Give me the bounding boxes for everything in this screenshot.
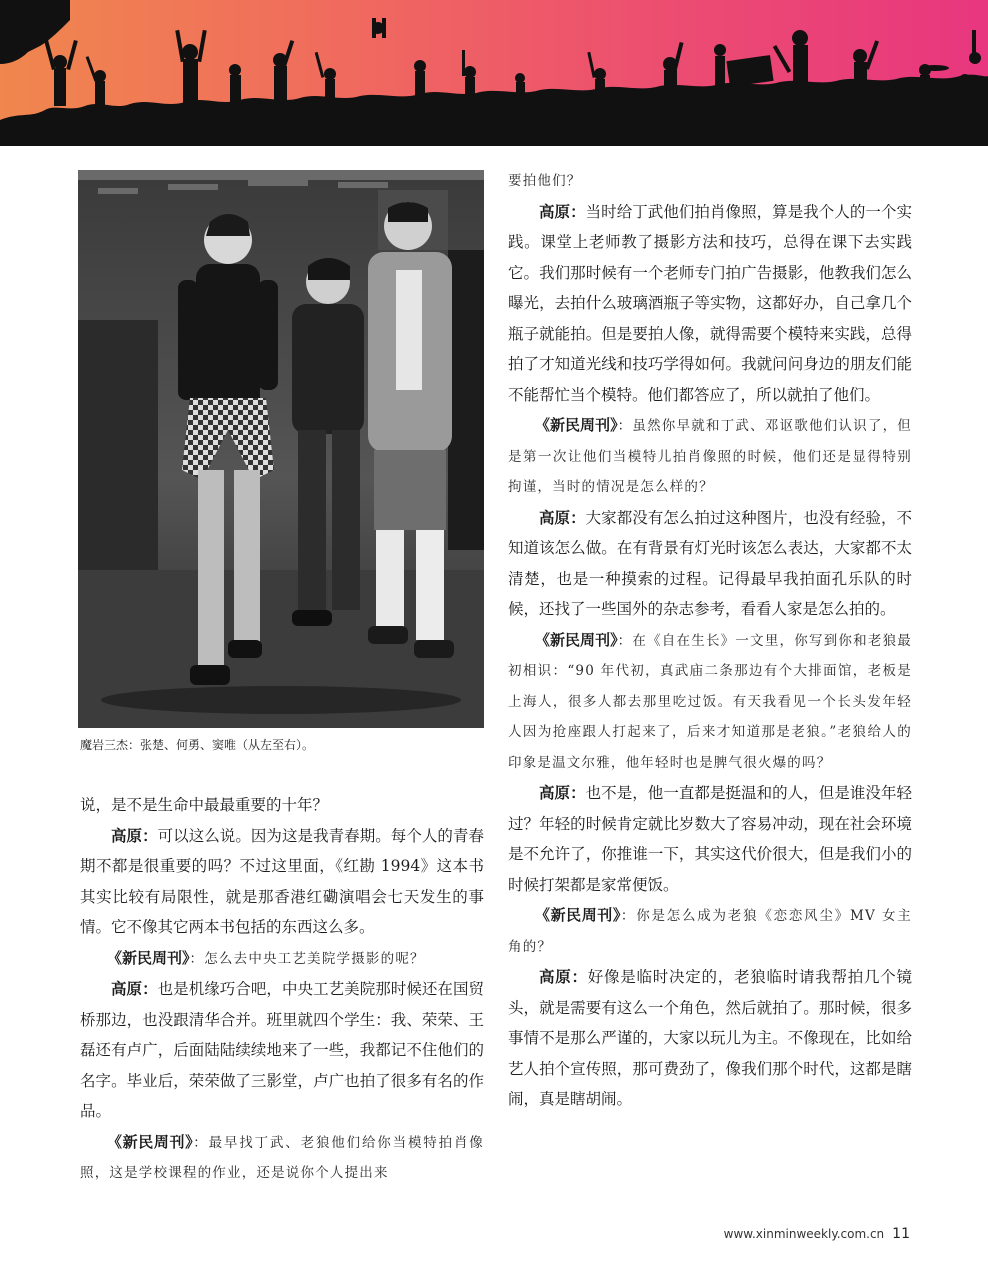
answer-paragraph bbox=[508, 778, 912, 900]
page-footer bbox=[724, 1226, 910, 1242]
left-column bbox=[80, 790, 484, 1189]
page-number: 11 bbox=[892, 1226, 910, 1242]
answer-paragraph bbox=[80, 821, 484, 943]
website-url[interactable]: www.xinminweekly.com.cn bbox=[723, 1227, 885, 1241]
magazine-label: 《新民周刊》 bbox=[107, 948, 190, 967]
answer-text: 当时给丁武他们拍肖像照，算是我个人的一个实践。课堂上老师教了摄影方法和技巧，总得在课下去实践它。我们那时候有一个老师专门拍广告摄影，他教我们怎么曝光，去拍什么玻璃酒瓶子等实物，这都好办，自己拿几个瓶子就能拍。但是要拍人像，就得需要个模特来实践，总得拍了才知道光线和技巧学得如何。我就问问身边的朋友们能不能帮忙当个模特。他们都答应了，所以就拍了他们。 bbox=[508, 202, 912, 404]
answer-paragraph bbox=[80, 974, 484, 1127]
question-text: ：你是怎么成为老狼《恋恋风尘》MV 女主角的？ bbox=[508, 908, 912, 955]
speaker-label: 高原： bbox=[539, 968, 588, 986]
band-photo bbox=[78, 170, 484, 728]
answer-text: 大家都没有怎么拍过这种图片，也没有经验，不知道该怎么做。在有背景有灯光时该怎么表达，大家都不太清楚，也是一种摸索的过程。记得最早我拍面孔乐队的时候，还找了一些国外的杂志参考，看看人家是怎么拍的。 bbox=[508, 508, 912, 618]
question-continuation: 说，是不是生命中最最重要的十年？ bbox=[80, 796, 329, 814]
question-text: ：怎么去中央工艺美院学摄影的呢？ bbox=[189, 950, 425, 967]
rock-concert-crowd-silhouette-icon bbox=[0, 0, 988, 146]
magazine-label: 《新民周刊》 bbox=[535, 630, 618, 649]
header-banner bbox=[0, 0, 988, 146]
question-text: ：在《自在生长》一文里，你写到你和老狼最初相识：“90 年代初，真武庙二条那边有个大排面馆，老板是上海人，很多人都去那里吃过饭。有天我看见一个长头发年轻人因为抢座跟人打起来了，后来才知道那是老狼。”老狼给人的印象是温文尔雅，他年轻时也是脾气很火爆的吗？ bbox=[508, 632, 912, 771]
question-text: ：最早找丁武、老狼他们给你当模特拍肖像照，这是学校课程的作业，还是说你个人提出来 bbox=[80, 1134, 484, 1181]
black-and-white-band-photo-icon bbox=[78, 170, 484, 728]
answer-paragraph bbox=[508, 962, 912, 1115]
speaker-label: 高原： bbox=[111, 826, 158, 845]
speaker-label: 高原： bbox=[539, 508, 586, 527]
question-paragraph bbox=[80, 943, 484, 975]
answer-text: 也不是，他一直都是挺温和的人，但是谁没年轻过？年轻的时候肯定就比岁数大了容易冲动，现在社会环境是不允许了，你推谁一下，其实这代价很大，但是我们小的时候打架都是家常便饭。 bbox=[508, 784, 912, 894]
answer-text: 也是机缘巧合吧，中央工艺美院那时候还在国贸桥那边，也没跟清华合并。班里就四个学生：我、荣荣、王磊还有卢广，后面陆陆续续地来了一些，我都记不住他们的名字。毕业后，荣荣做了三影堂，卢广也拍了很多有名的作品。 bbox=[80, 980, 484, 1120]
question-continuation: 要拍他们？ bbox=[508, 173, 582, 189]
speaker-label: 高原： bbox=[539, 784, 586, 802]
right-column bbox=[508, 166, 912, 1115]
answer-text: 好像是临时决定的，老狼临时请我帮拍几个镜头，就是需要有这么一个角色，然后就拍了。那时候，很多事情不是那么严谨的，大家以玩儿为主。不像现在，比如给艺人拍个宣传照，那可费劲了，像我们那个时代，这都是瞎闹，真是瞎胡闹。 bbox=[508, 968, 912, 1108]
question-paragraph bbox=[508, 900, 912, 962]
magazine-label: 《新民周刊》 bbox=[107, 1132, 194, 1151]
answer-text: 可以这么说。因为这是我青春期。每个人的青春期不都是很重要的吗？不过这里面，《红勘 1994》这本书其实比较有局限性，就是那香港红磡演唱会七天发生的事情。它不像其它两本书包括的东西这么多。 bbox=[80, 826, 484, 936]
speaker-label: 高原： bbox=[111, 980, 158, 998]
photo-caption: 魔岩三杰：张楚、何勇、窦唯（从左至右）。 bbox=[80, 738, 315, 752]
answer-paragraph bbox=[508, 197, 912, 411]
question-text: ：虽然你早就和丁武、邓讴歌他们认识了，但是第一次让他们当模特儿拍肖像照的时候，他们还是显得特别拘谨，当时的情况是怎么样的？ bbox=[508, 418, 912, 495]
question-paragraph bbox=[80, 1127, 484, 1189]
answer-paragraph bbox=[508, 503, 912, 625]
question-paragraph bbox=[508, 625, 912, 779]
magazine-label: 《新民周刊》 bbox=[535, 416, 618, 434]
speaker-label: 高原： bbox=[539, 202, 586, 221]
magazine-label: 《新民周刊》 bbox=[535, 906, 621, 924]
question-paragraph bbox=[508, 410, 912, 503]
